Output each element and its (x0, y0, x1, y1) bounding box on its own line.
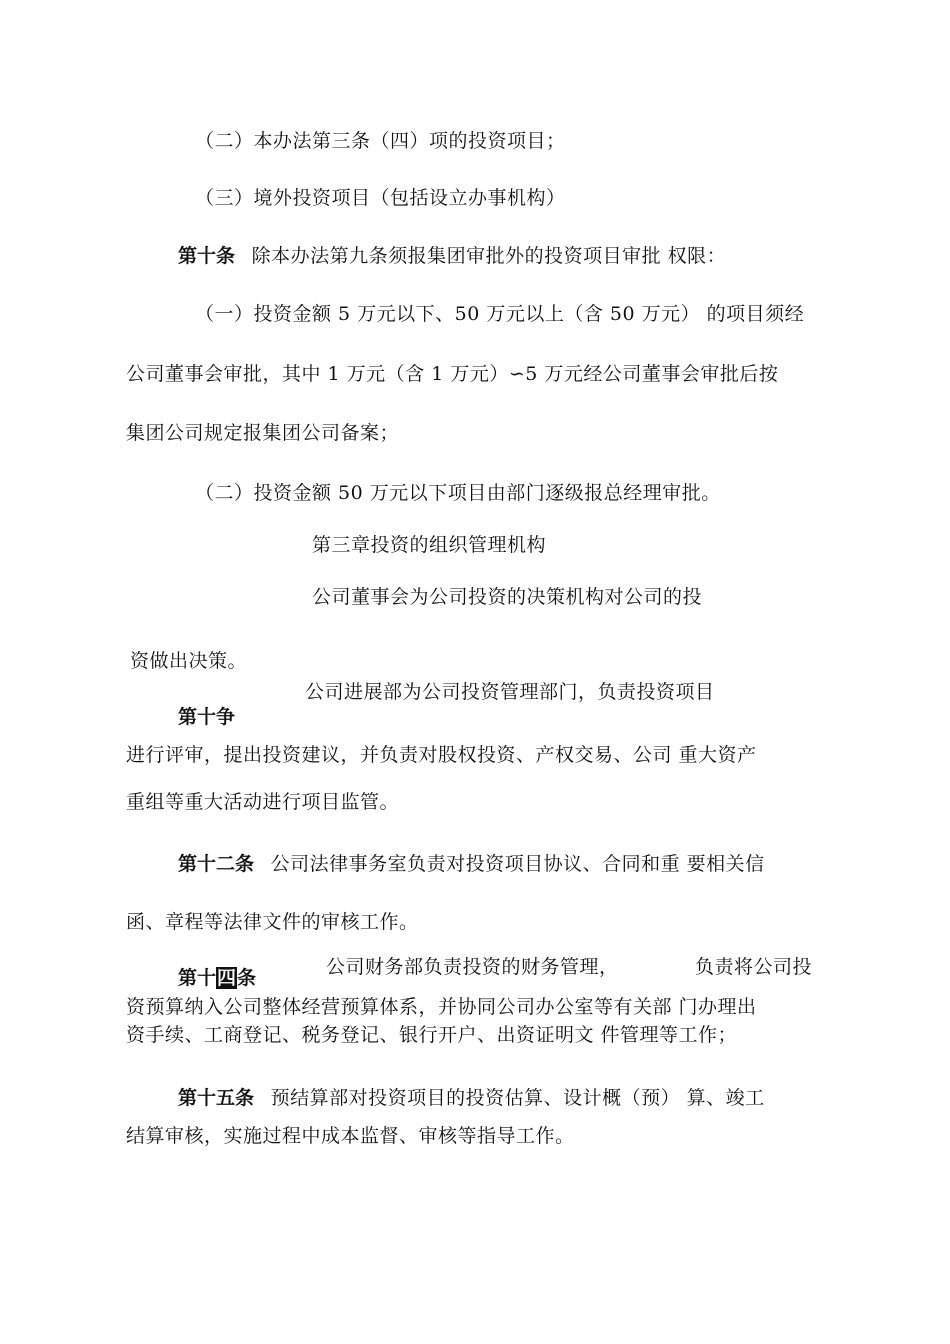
clause-item-1: （一）投资金额 5 万元以下、50 万元以上（含 50 万元） 的项目须经 (195, 303, 805, 325)
paragraph-line: 重组等重大活动进行项目监管。 (126, 791, 400, 813)
chapter-title: 第三章投资的组织管理机构 (312, 534, 547, 556)
paragraph-line: 进行评审，提出投资建议，并负责对股权投资、产权交易、公司 重大资产 (126, 744, 757, 766)
article-text: 除本办法第九条须报集团审批外的投资项目审批 权限： (251, 245, 727, 267)
paragraph-line: 公司董事会为公司投资的决策机构对公司的投 (312, 586, 703, 608)
article-12 (178, 852, 765, 876)
paragraph-line: 资预算纳入公司整体经营预算体系，并协同公司办公室等有关部 门办理出 (126, 996, 757, 1018)
clause-item-3: （三）境外投资项目（包括设立办事机构） (195, 187, 566, 209)
article-14-heading: 第十四条 (178, 967, 257, 989)
clause-item-2: （二）本办法第三条（四）项的投资项目； (195, 130, 566, 152)
paragraph-line: 资做出决策。 (130, 650, 248, 672)
glitch-glyph: 四 (217, 967, 237, 989)
paragraph-line: 公司董事会审批，其中 1 万元（含 1 万元）∽5 万元经公司董事会审批后按 (126, 363, 779, 385)
article-10 (178, 244, 726, 268)
article-heading: 第十争 (178, 706, 236, 728)
clause-item-2b: （二）投资金额 50 万元以下项目由部门逐级报总经理审批。 (195, 482, 721, 504)
paragraph-line: 结算审核，实施过程中成本监督、审核等指导工作。 (126, 1125, 575, 1147)
article-text: 公司法律事务室负责对投资项目协议、合同和重 要相关信 (270, 853, 765, 875)
paragraph-line: 公司财务部负责投资的财务管理， (326, 956, 619, 978)
paragraph-line: 负责将公司投 (695, 956, 813, 978)
paragraph-line: 资手续、工商登记、税务登记、银行开户、出资证明文 件管理等工作； (126, 1024, 738, 1046)
article-heading: 第十五条 (178, 1087, 255, 1109)
paragraph-line: 函、章程等法律文件的审核工作。 (126, 911, 419, 933)
article-text: 预结算部对投资项目的投资估算、设计概（预） 算、竣工 (270, 1087, 765, 1109)
paragraph-line: 公司进展部为公司投资管理部门，负责投资项目 (305, 681, 715, 703)
article-heading: 第十条 (178, 245, 236, 267)
paragraph-line: 集团公司规定报集团公司备案； (126, 422, 400, 444)
article-15 (178, 1086, 765, 1110)
article-heading: 第十二条 (178, 853, 255, 875)
